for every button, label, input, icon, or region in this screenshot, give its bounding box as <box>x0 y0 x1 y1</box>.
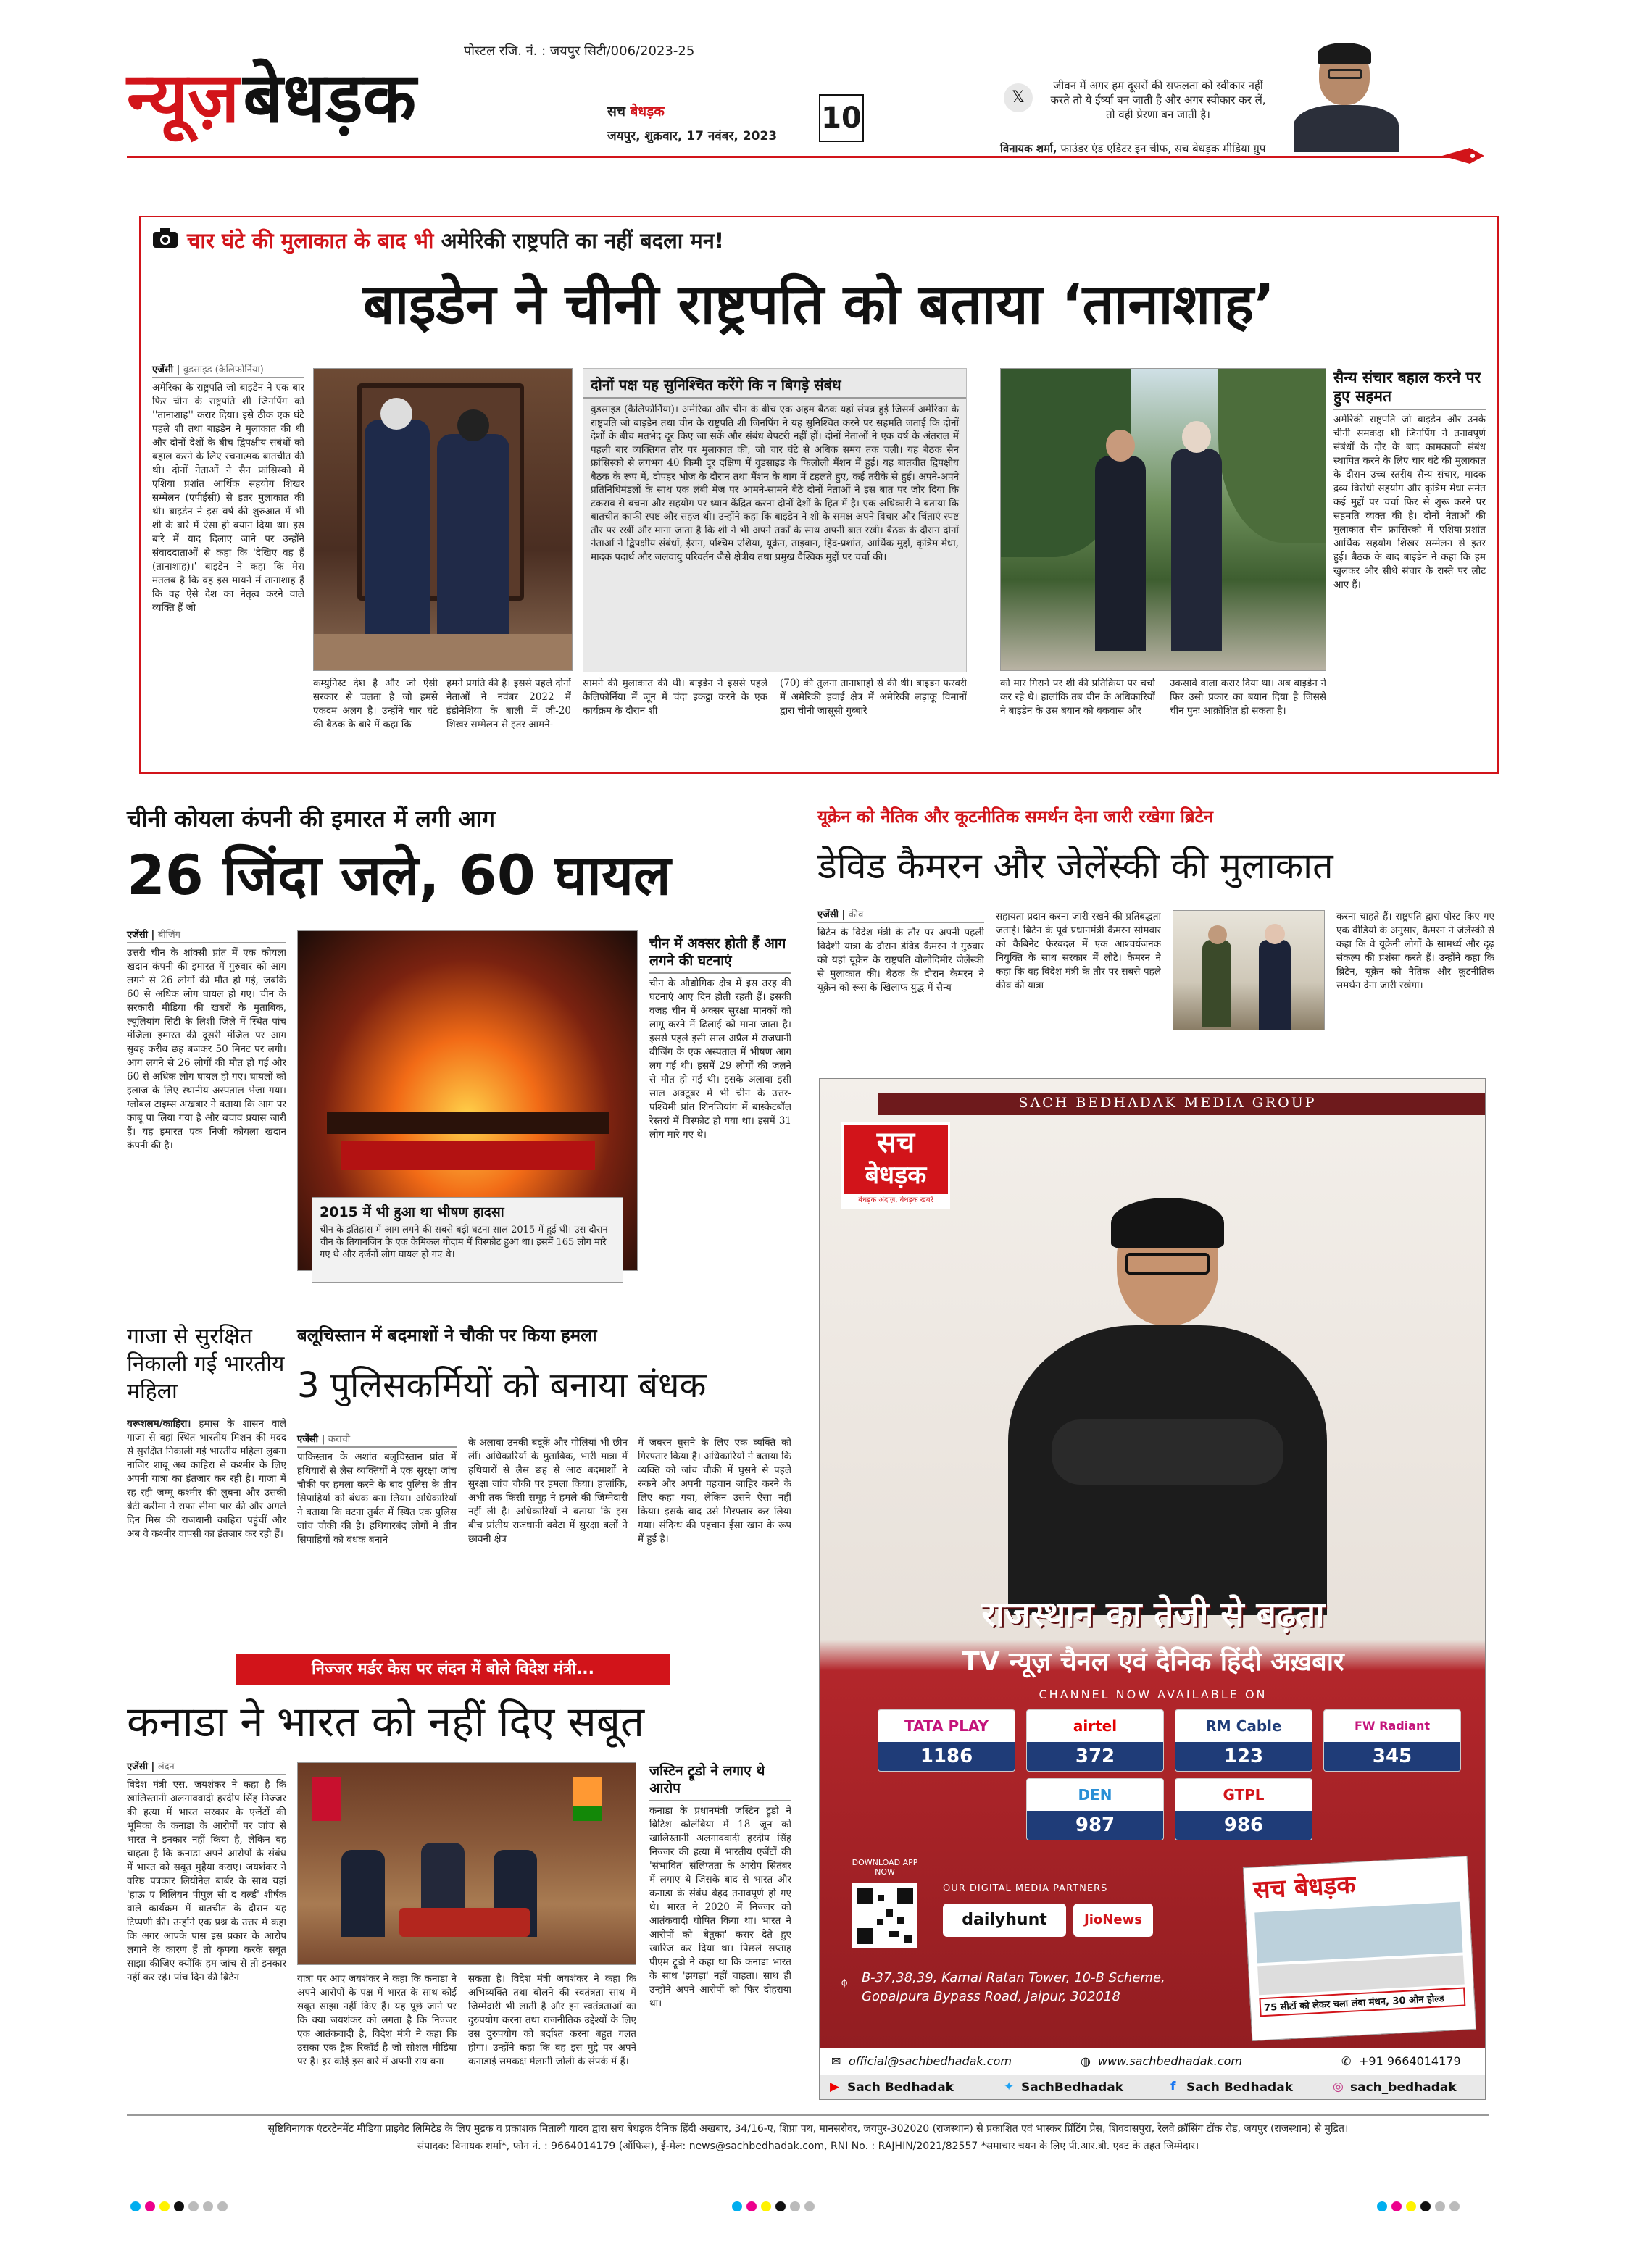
fire-sidebar <box>649 935 791 1271</box>
facebook-handle[interactable]: Sach Bedhadak <box>1186 2080 1293 2095</box>
app-qr-code[interactable] <box>852 1883 917 1948</box>
cameron-zelensky-photo <box>1173 910 1325 1030</box>
gaza-body <box>127 1417 286 1632</box>
inset-headline: 2015 में भी हुआ था भीषण हादसा <box>320 1204 504 1220</box>
sidebar-headline: सैन्य संचार बहाल करने पर हुए सहमत <box>1333 368 1486 410</box>
canada-column-3: सकता है। विदेश मंत्री जयशंकर ने कहा कि अभिव्यक्ति तथा बोलने की स्वतंत्रता साथ में जिम्मेदारी भी लाती है और इन स्वतंत्रताओं का दुरुपयोग करना तथा राजनीतिक उद्देश्यों के लिए उस दुरुपयोग को बर्दाश्त करना बहुत गलत होगा। उन्होंने कहा कि वह इस मुद्दे पर अपने कनाडाई समकक्ष मेलानी जोली के संपर्क में हैं। <box>468 1973 636 2067</box>
lead-headline: बाइडेन ने चीनी राष्ट्रपति को बताया ‘तानाशाह’ <box>363 272 1275 336</box>
lead-photo-caption-right: हमने प्रगति की है। इससे पहले दोनों नेताओं ने नवंबर 2022 में इंडोनेशिया के बाली में जी-20 शिखर सम्मेलन से इतर आमने- <box>446 678 571 730</box>
channel-tata-play <box>878 1709 1015 1772</box>
advert-address: B-37,38,39, Kamal Ratan Tower, 10-B Scheme, Gopalpura Bypass Road, Jaipur, 302018 <box>862 1970 1165 2004</box>
fire-inset-box <box>312 1197 623 1283</box>
x-social-icon: 𝕏 <box>1004 83 1033 112</box>
founder-portrait <box>1290 40 1402 152</box>
info-box-column-a: सामने की मुलाकात की थी। बाइडेन ने इससे पहले कैलिफोर्निया में जून में चंदा इकट्ठा करने के एक कार्यक्रम के दौरान शी <box>583 678 767 717</box>
advert-logo <box>841 1122 950 1209</box>
pen-nib-rule <box>127 156 1475 158</box>
baloch-column-3: में जबरन घुसने के लिए एक व्यक्ति को गिरफ्तार किया है। अधिकारियों ने बताया कि व्यक्ति को जांच चौकी में घुसने से पहले रुकने और अपनी पहचान जाहिर करने के लिए कहा गया, लेकिन उसने ऐसा नहीं किया। इसके बाद उसे गिरफ्तार कर लिया गया। संदिग्ध की पहचान ईसा खान के रूप में हुई है। <box>638 1437 791 1545</box>
twitter-icon: ✦ <box>1004 2080 1015 2094</box>
channel-number: 1186 <box>878 1742 1015 1771</box>
advert-email[interactable]: official@sachbedhadak.com <box>849 2054 1012 2068</box>
tagline <box>607 101 665 120</box>
advert-group-name: SACH BEDHADAK MEDIA GROUP <box>1018 1095 1317 1111</box>
channel-name: DEN <box>1078 1786 1112 1804</box>
advert-website[interactable]: www.sachbedhadak.com <box>1098 2054 1242 2068</box>
info-box-headline: दोनों पक्ष यह सुनिश्चित करेंगे कि न बिगड़े संबंध <box>583 369 966 399</box>
lead-kicker-red: चार घंटे की मुलाकात के बाद भी <box>187 228 434 253</box>
lead-kicker <box>187 226 724 254</box>
canada-headline: कनाडा ने भारत को नहीं दिए सबूत <box>127 1697 645 1746</box>
garden-photo-caption-a: को मार गिराने पर शी की प्रतिक्रिया पर चर्चा कर रहे थे। हालांकि तब चीन के अधिकारियों ने बाइडेन के उस बयान को बकवास और <box>1000 678 1155 717</box>
fire-body: उत्तरी चीन के शांक्सी प्रांत में एक कोयला खदान कंपनी की इमारत में गुरुवार को आग लगने से 26 लोगों की मौत हो गई, जबकि 60 से अधिक लोग घायल हो गए। चीन के सरकारी मीडिया की खबरों के मुताबिक, ल्यूलियांग सिटी के लिशी जिले में स्थित पांच मंजिला इमारत की दूसरी मंजिल पर आग सुबह करीब छह बजकर 50 मिनट पर लगी। आग लगने से 26 लोगों की मौत हो गई और 60 से अधिक लोग घायल हो गए। घायलों को इलाज के लिए स्थानीय अस्पताल भेजा गया। ग्लोबल टाइम्स अखबार ने बताया कि आग पर काबू पा लिया गया है और बचाव प्रयास जारी हैं। यह इमारत एक निजी कोयला खदान कंपनी की है। <box>127 947 286 1151</box>
canada-sidebar <box>649 1762 791 2091</box>
issue-date: जयपुर, शुक्रवार, 17 नवंबर, 2023 <box>607 129 778 143</box>
postal-registration: पोस्टल रजि. नं. : जयपुर सिटी/006/2023-25 <box>464 43 695 59</box>
canada-column-2: यात्रा पर आए जयशंकर ने कहा कि कनाडा ने अपने आरोपों के पक्ष में भारत के साथ कोई सबूत साझा नहीं किए हैं। यह पूछे जाने पर कि क्या जयशंकर को लगता है कि निज्जर एक आतंकवादी है, विदेश मंत्री ने कहा कि उसका एक ट्रैक रिकॉर्ड है जो सोशल मीडिया पर है। हर कोई इस बारे में अपनी राय बना <box>297 1973 457 2067</box>
facebook-icon: f <box>1170 2080 1176 2094</box>
baloch-dateline: एजेंसी | कराची <box>297 1432 457 1451</box>
biden-xi-door-photo <box>313 368 573 671</box>
channel-number: 123 <box>1175 1742 1312 1771</box>
web-icon: ◍ <box>1081 2054 1091 2068</box>
baloch-kicker: बलूचिस्तान में बदमाशों ने चौकी पर किया हमला <box>297 1325 597 1346</box>
fire-kicker: चीनी कोयला कंपनी की इमारत में लगी आग <box>127 805 496 833</box>
canada-banner: निज्जर मर्डर केस पर लंदन में बोले विदेश मंत्री... <box>236 1654 670 1685</box>
youtube-icon: ▶ <box>830 2080 840 2094</box>
youtube-handle[interactable]: Sach Bedhadak <box>847 2080 954 2095</box>
lead-sidebar <box>1333 368 1486 732</box>
fire-dateline: एजेंसी | बीजिंग <box>127 927 286 946</box>
tagline-sach: सच <box>607 104 625 120</box>
advert-logo-subtitle: बेधड़क अंदाज़, बेधड़क खबरें <box>844 1194 948 1207</box>
channel-den <box>1026 1778 1164 1840</box>
advert-logo-bedhadak: बेधड़क <box>865 1161 927 1190</box>
info-box-body: वुडसाइड (कैलिफोर्निया)। अमेरिका और चीन के बीच एक अहम बैठक यहां संपन्न हुई जिसमें अमेरिका के राष्ट्रपति जो बाइडेन तथा चीन के राष्ट्रपति शी जिनपिंग ने यह सुनिश्चित करने पर सहमति जताई कि दोनों देशों के बीच मतभेद दूर किए जा सकें और संबंध बेपटरी नहीं हों। दोनों नेताओं ने एक वर्ष के अंतराल में पहली बार व्यक्तिगत तौर पर मुलाकात की, जो चार घंटे से अधिक समय तक चली। यह बैठक सैन फ्रांसिस्को से लगभग 40 किमी दूर दक्षिण में वुडसाइड के फिलोली मैंशन में हुई। यह बातचीत द्विपक्षीय बैठक के रूप में, दोपहर भोज के दौरान तथा मैंशन के बाग में टहलते हुए, कई तरीके से हुई। अपने-अपने प्रतिनिधिमंडलों के साथ एक लंबी मेज पर आमने-सामने बैठे दोनों नेताओं ने इस बात पर जोर दिया कि टकराव से बचना और सहयोग पर ध्यान केंद्रित करना दोनों देशों के हित में है। एक अधिकारी ने बताया कि बातचीत काफी स्पष्ट और सहज थी। उन्होंने कहा कि बाइडेन ने शी के समक्ष अपने विचार और चिंताएं स्पष्ट तौर पर रखीं और माना जाता है कि शी ने भी अपने तर्कों के साथ अपनी बात रखी। बैठक के दौरान दोनों नेताओं ने द्विपक्षीय संबंधों, ईरान, पश्चिम एशिया, यूक्रेन, ताइवान, हिंद-प्रशांत, आर्थिक मुद्दों, कृत्रिम मेधा, मादक पदार्थ और जलवायु परिवर्तन जैसे क्षेत्रीय तथा प्रमुख वैश्विक मुद्दों पर चर्चा की। <box>591 404 959 563</box>
canada-agency: एजेंसी <box>127 1762 148 1772</box>
advert-tagline-1: राजस्थान का तेजी से बढ़ता <box>981 1594 1325 1635</box>
channel-fw-radiant <box>1323 1709 1461 1772</box>
channel-gtpl <box>1175 1778 1312 1840</box>
fire-sidebar-headline: चीन में अक्सर होती हैं आग लगने की घटनाएं <box>649 935 791 974</box>
channel-number: 345 <box>1324 1742 1460 1771</box>
uk-column-3: करना चाहते हैं। राष्ट्रपति द्वारा पोस्ट किए गए एक वीडियो के अनुसार, कैमरन ने जेलेंस्की से कहा कि वे यूक्रेनी लोगों के सामर्थ्य और दृढ़ संकल्प की प्रशंसा करते हैं। उन्होंने कहा कि ब्रिटेन, यूक्रेन को नैतिक और कूटनीतिक समर्थन देना जारी रखेगा। <box>1336 911 1494 991</box>
gaza-dateline: यरूशलम/काहिरा। <box>127 1418 191 1430</box>
page-number: 10 <box>819 94 864 142</box>
baloch-headline: 3 पुलिसकर्मियों को बनाया बंधक <box>297 1365 707 1406</box>
uk-column-1: ब्रिटेन के विदेश मंत्री के तौर पर अपनी पहली विदेशी यात्रा के दौरान डेविड कैमरन ने गुरुवार को यहां यूक्रेन के राष्ट्रपति वोलोदिमीर जेलेंस्की से मुलाकात की। बैठक के दौरान कैमरन ने यूक्रेन को रूस के खिलाफ युद्ध में सैन्य <box>817 927 984 993</box>
location-pin-icon: ⌖ <box>840 1975 849 1993</box>
fire-agency: एजेंसी <box>127 930 148 941</box>
phone-icon: ✆ <box>1341 2054 1352 2068</box>
lead-kicker-black: अमेरिकी राष्ट्रपति का नहीं बदला मन! <box>433 228 725 253</box>
jaishankar-london-photo <box>297 1762 636 1965</box>
lead-place: वुडसाइड (कैलिफोर्निया) <box>183 364 264 375</box>
advert-phone[interactable]: +91 9664014179 <box>1359 2054 1461 2068</box>
fire-headline: 26 जिंदा जले, 60 घायल <box>127 843 671 907</box>
partner-dailyhunt: dailyhunt <box>943 1904 1066 1937</box>
garden-photo-caption-b: उकसावे वाला करार दिया था। अब बाइडेन ने फिर उसी प्रकार का बयान दिया है जिससे चीन पुनः आक्रोशित हो सकता है। <box>1170 678 1326 717</box>
instagram-icon: ◎ <box>1333 2080 1344 2094</box>
tagline-bedhadak: बेधड़क <box>630 104 665 120</box>
founder-quote: जीवन में अगर हम दूसरों की सफलता को स्वीकार नहीं करते तो ये ईर्ष्या बन जाती है और अगर स्वीकार कर लें, तो वही प्रेरणा बन जाती है। <box>1050 79 1266 121</box>
camera-icon <box>152 227 178 249</box>
baloch-place: कराची <box>328 1434 351 1445</box>
channel-name: TATA PLAY <box>904 1717 989 1735</box>
download-label: DOWNLOAD APP NOW <box>852 1858 918 1877</box>
uk-dateline: एजेंसी | कीव <box>817 907 984 926</box>
baloch-agency: एजेंसी <box>297 1434 318 1445</box>
logo-word-bedhadak: बेधड़क <box>243 57 417 138</box>
footer-imprint: सृष्टिविनायक एंटरटेनमेंट मीडिया प्राइवेट लिमिटेड के लिए मुद्रक व प्रकाशक मिताली यादव द्वारा सच बेधड़क दैनिक हिंदी अखबार, 34/16-ए, शिप्रा पथ, मानसरोवर, जयपुर-302020 (राजस्थान) से प्रकाशित एवं भास्कर प्रिंटिंग प्रेस, शिवदासपुरा, रेलवे क्रॉसिंग टोंक रोड, जयपुर (राजस्थान) से मुद्रित। <box>267 2123 1349 2135</box>
paper-mockup-title: सच बेधड़क <box>1252 1870 1357 1905</box>
lead-info-box <box>583 368 967 672</box>
channel-number: 987 <box>1027 1811 1163 1840</box>
pen-nib-icon <box>1442 145 1486 167</box>
social-strip <box>820 2075 1486 2100</box>
advert-logo-sach: सच <box>876 1126 915 1159</box>
gaza-headline: गाजा से सुरक्षित निकाली गई भारतीय महिला <box>127 1324 285 1404</box>
uk-column-2: सहायता प्रदान करना जारी रखने की प्रतिबद्धता जताई। ब्रिटेन के पूर्व प्रधानमंत्री कैमरन सोमवार को कैबिनेट फेरबदल में एक आश्चर्यजनक नियुक्ति के साथ सरकार में लौटे। कैमरन ने कहा कि वह विदेश मंत्री के तौर पर सबसे पहले कीव की यात्रा <box>996 911 1161 991</box>
paper-mockup <box>1243 1856 1476 2041</box>
lead-photo-caption-left: कम्युनिस्ट देश है और जो ऐसी सरकार से चलता है जो हमसे एकदम अलग है। उन्होंने चार घंटे की बैठक के बारे में कहा कि <box>313 678 438 730</box>
uk-agency: एजेंसी <box>817 909 839 920</box>
footer-editor: संपादक: विनायक शर्मा*, फोन नं. : 9664014179 (ऑफिस), ई-मेल: news@sachbedhadak.com, RNI No. : RAJHIN/2021/82557 *समाचार चयन के लिए पी.आर.बी. एक्ट के तहत जिम्मेदार। <box>417 2140 1199 2152</box>
author-name: विनायक शर्मा, <box>1000 142 1057 155</box>
channel-name: RM Cable <box>1205 1717 1282 1735</box>
partner-jionews: JioNews <box>1073 1904 1153 1937</box>
paper-mockup-strip: 75 सीटों को लेकर चला लंबा मंथन, 30 ओन होल्ड <box>1259 1987 1465 2017</box>
logo-word-news: न्यूज़ <box>127 57 240 138</box>
fire-sidebar-body: चीन के औद्योगिक क्षेत्र में इस तरह की घटनाएं आए दिन होती रहती हैं। इसकी वजह चीन में अक्सर सुरक्षा मानकों को लागू करने में ढिलाई को माना जाता है। इससे पहले इसी साल अप्रैल में राजधानी बीजिंग के एक अस्पताल में भीषण आग लग गई थी। इसमें 29 लोगों की जलने से मौत हो गई थी। इसके अलावा इसी साल अक्टूबर में भी चीन के उत्तर-पश्चिमी प्रांत शिनजियांग में बास्केटबॉल रेस्तरां में विस्फोट हो गया था। इसमें 31 लोग मारे गए थे। <box>649 977 791 1141</box>
canada-sidebar-body: कनाडा के प्रधानमंत्री जस्टिन ट्रूडो ने ब्रिटिश कोलंबिया में 18 जून को खालिस्तानी अलगाववादी हरदीप सिंह निज्जर की हत्या में भारतीय एजेंटों की 'संभावित' संलिप्तता के आरोप सितंबर में लगाए थे जिसके बाद से भारत और कनाडा के संबंध बेहद तनावपूर्ण हो गए थे। भारत ने 2020 में निज्जर को आतंकवादी घोषित किया था। भारत ने आरोपों को 'बेतुका' करार देते हुए खारिज कर दिया था। पिछले सप्ताह पीएम ट्रूडो ने कहा था कि कनाडा भारत के साथ 'झगड़ा' नहीं चाहता। साथ ही उन्होंने अपने आरोपों को फिर दोहराया था। <box>649 1805 791 2009</box>
canada-column-1: विदेश मंत्री एस. जयशंकर ने कहा है कि खालिस्तानी अलगाववादी हरदीप सिंह निज्जर की हत्या में भारत सरकार के एजेंटों की भूमिका के कनाडा के आरोपों पर जांच से भारत ने इनकार नहीं किया है, लेकिन वह चाहता है कि कनाडा अपने आरोपों के संबंध में भारत को सबूत मुहैया कराए। जयशंकर ने वरिष्ठ पत्रकार लियोनेल बार्बर के साथ यहां 'हाऊ ए बिलियन पीपुल सी द वर्ल्ड' शीर्षक वाले कार्यक्रम में बातचीत के दौरान यह टिप्पणी की। उन्होंने एक प्रश्न के उत्तर में कहा कि अगर आपके पास इस प्रकार के आरोप लगाने के कारण हैं तो कृपया करके सबूत साझा कीजिए क्योंकि हम जांच से तो इनकार नहीं कर रहे। पांच दिन की ब्रिटेन <box>127 1779 286 1983</box>
biden-xi-garden-photo <box>1000 368 1326 671</box>
channel-number: 986 <box>1175 1811 1312 1840</box>
baloch-column-1: पाकिस्तान के अशांत बलूचिस्तान प्रांत में हथियारों से लैस व्यक्तियों ने एक सुरक्षा जांच चौकी पर हमला करने के बाद पुलिस के तीन सिपाहियों को बंधक बना लिया। अधिकारियों ने बताया कि घटना तुर्बत में स्थित एक पुलिस जांच चौकी की है। हथियारबंद लोगों ने तीन सिपाहियों को बंधक बनाने <box>297 1451 457 1546</box>
twitter-handle[interactable]: SachBedhadak <box>1021 2080 1124 2095</box>
baloch-column-2: के अलावा उनकी बंदूकें और गोलियां भी छीन लीं। अधिकारियों के मुताबिक, भारी मात्रा में हथियारों से लैस छह से आठ बदमाशों ने सुरक्षा जांच चौकी पर हमला किया। हालांकि, अभी तक किसी समूह ने हमले की जिम्मेदारी नहीं ली है। अधिकारियों ने बताया कि इस बीच प्रांतीय राजधानी क्वेटा में सुरक्षा बलों ने छावनी क्षेत्र <box>468 1437 628 1545</box>
media-group-advert[interactable] <box>819 1078 1486 2100</box>
uk-kicker: यूक्रेन को नैतिक और कूटनीतिक समर्थन देना जारी रखेगा ब्रिटेन <box>817 806 1214 827</box>
gaza-text: हमास के शासन वाले गाजा से वहां स्थित भारतीय मिशन की मदद से सुरक्षित निकाली गई भारतीय महिला लुबना नाजिर शाबू अब काहिरा से कश्मीर के लिए अपनी यात्रा का इंतजार कर रही है। गाजा में रह रही जम्मू कश्मीर की लुबना और उसकी बेटी करीमा ने राफा सीमा पार की और अगले दिन मिस्र की राजधानी काहिरा पहुंचीं और अब वे कश्मीर वापसी का इंतजार कर रही हैं। <box>127 1418 286 1540</box>
author-title: फाउंडर एंड एडिटर इन चीफ, सच बेधड़क मीडिया ग्रुप <box>1057 142 1266 155</box>
channel-number: 372 <box>1027 1742 1163 1771</box>
canada-dateline: एजेंसी | लंदन <box>127 1759 286 1778</box>
channel-name: airtel <box>1073 1717 1118 1735</box>
uk-place: कीव <box>848 909 864 920</box>
channel-name: GTPL <box>1223 1786 1265 1804</box>
email-icon: ✉ <box>831 2054 841 2068</box>
fire-place: बीजिंग <box>157 930 180 941</box>
info-box-column-b: (70) की तुलना तानाशाहों से की थी। बाइडन फरवरी में अमेरिकी हवाई क्षेत्र में अमेरिकी लड़ाकू विमानों द्वारा चीनी जासूसी गुब्बारे <box>780 678 967 717</box>
masthead-logo <box>127 58 416 138</box>
advert-tagline-2: TV न्यूज़ चैनल एवं दैनिक हिंदी अख़बार <box>962 1647 1344 1677</box>
canada-place: लंदन <box>157 1762 175 1772</box>
canada-sidebar-headline: जस्टिन ट्रूडो ने लगाए थे आरोप <box>649 1762 791 1801</box>
lead-agency: एजेंसी <box>152 364 173 375</box>
quote-author <box>1000 141 1265 156</box>
sidebar-body: अमेरिकी राष्ट्रपति जो बाइडेन और उनके चीनी समकक्ष शी जिनपिंग ने तनावपूर्ण संबंधों के दौर के बाद कामकाजी संबंध स्थापित करने के लिए चार घंटे की मुलाकात के दौरान उच्च स्तरीय सैन्य संचार, मादक द्रव्य विरोधी सहयोग और कृत्रिम मेधा समेत कई मुद्दों पर चर्चा फिर से शुरू करने पर सहमति व्यक्त की है। दोनों नेताओं की मुलाकात सैन फ्रांसिस्को में एशिया-प्रशांत आर्थिक सहयोग शिखर सम्मेलन से इतर हुई। बैठक के बाद बाइडेन ने कहा कि हम खुलकर और सीधे संचार के रास्ते पर लौट आए हैं। <box>1333 414 1486 591</box>
uk-headline: डेविड कैमरन और जेलेंस्की की मुलाकात <box>817 845 1333 887</box>
lead-dateline: एजेंसी | वुडसाइड (कैलिफोर्निया) <box>152 362 304 381</box>
channel-rm-cable <box>1175 1709 1312 1772</box>
channel-name: FW Radiant <box>1354 1719 1431 1733</box>
digital-partners-label: OUR DIGITAL MEDIA PARTNERS <box>943 1883 1108 1894</box>
channel-airtel <box>1026 1709 1164 1772</box>
anchor-portrait <box>1008 1202 1327 1608</box>
lead-column-1: अमेरिका के राष्ट्रपति जो बाइडेन ने एक बार फिर चीन के राष्ट्रपति शी जिनपिंग को ''तानाशाह'' करार दिया। इसे ठीक एक घंटे पहले शी तथा बाइडेन ने मुलाकात की थी और दोनों देशों के बीच द्विपक्षीय संबंधों को बहाल करने के लिए रचनात्मक बातचीत की थी। दोनों नेताओं ने सैन फ्रांसिस्को में एशिया प्रशांत आर्थिक सहयोग शिखर सम्मेलन (एपीईसी) से इतर मुलाकात की थी। बाइडेन ने इस वर्ष की शुरुआत में भी शी के बारे में ऐसा ही बयान दिया था। इस बारे में याद दिलाए जाने पर उन्होंने संवाददाताओं से कहा कि 'देखिए वह हैं (तानाशाह)।' बाइडेन ने कहा कि मेरा मतलब है कि वह इस मायने में तानाशाह हैं कि वह ऐसे देश का नेतृत्व करने वाले व्यक्ति हैं जो <box>152 382 304 614</box>
contact-strip <box>820 2048 1486 2075</box>
inset-body: चीन के इतिहास में आग लगने की सबसे बड़ी घटना साल 2015 में हुई थी। उस दौरान चीन के तियानजिन के एक केमिकल गोदाम में विस्फोट हुआ था। इसमें 165 लोग मारे गए थे और दर्जनों लोग घायल हो गए थे। <box>320 1225 608 1260</box>
footer-rule <box>127 2114 1489 2116</box>
advert-channel-label: CHANNEL NOW AVAILABLE ON <box>1039 1688 1268 1701</box>
instagram-handle[interactable]: sach_bedhadak <box>1350 2080 1457 2095</box>
